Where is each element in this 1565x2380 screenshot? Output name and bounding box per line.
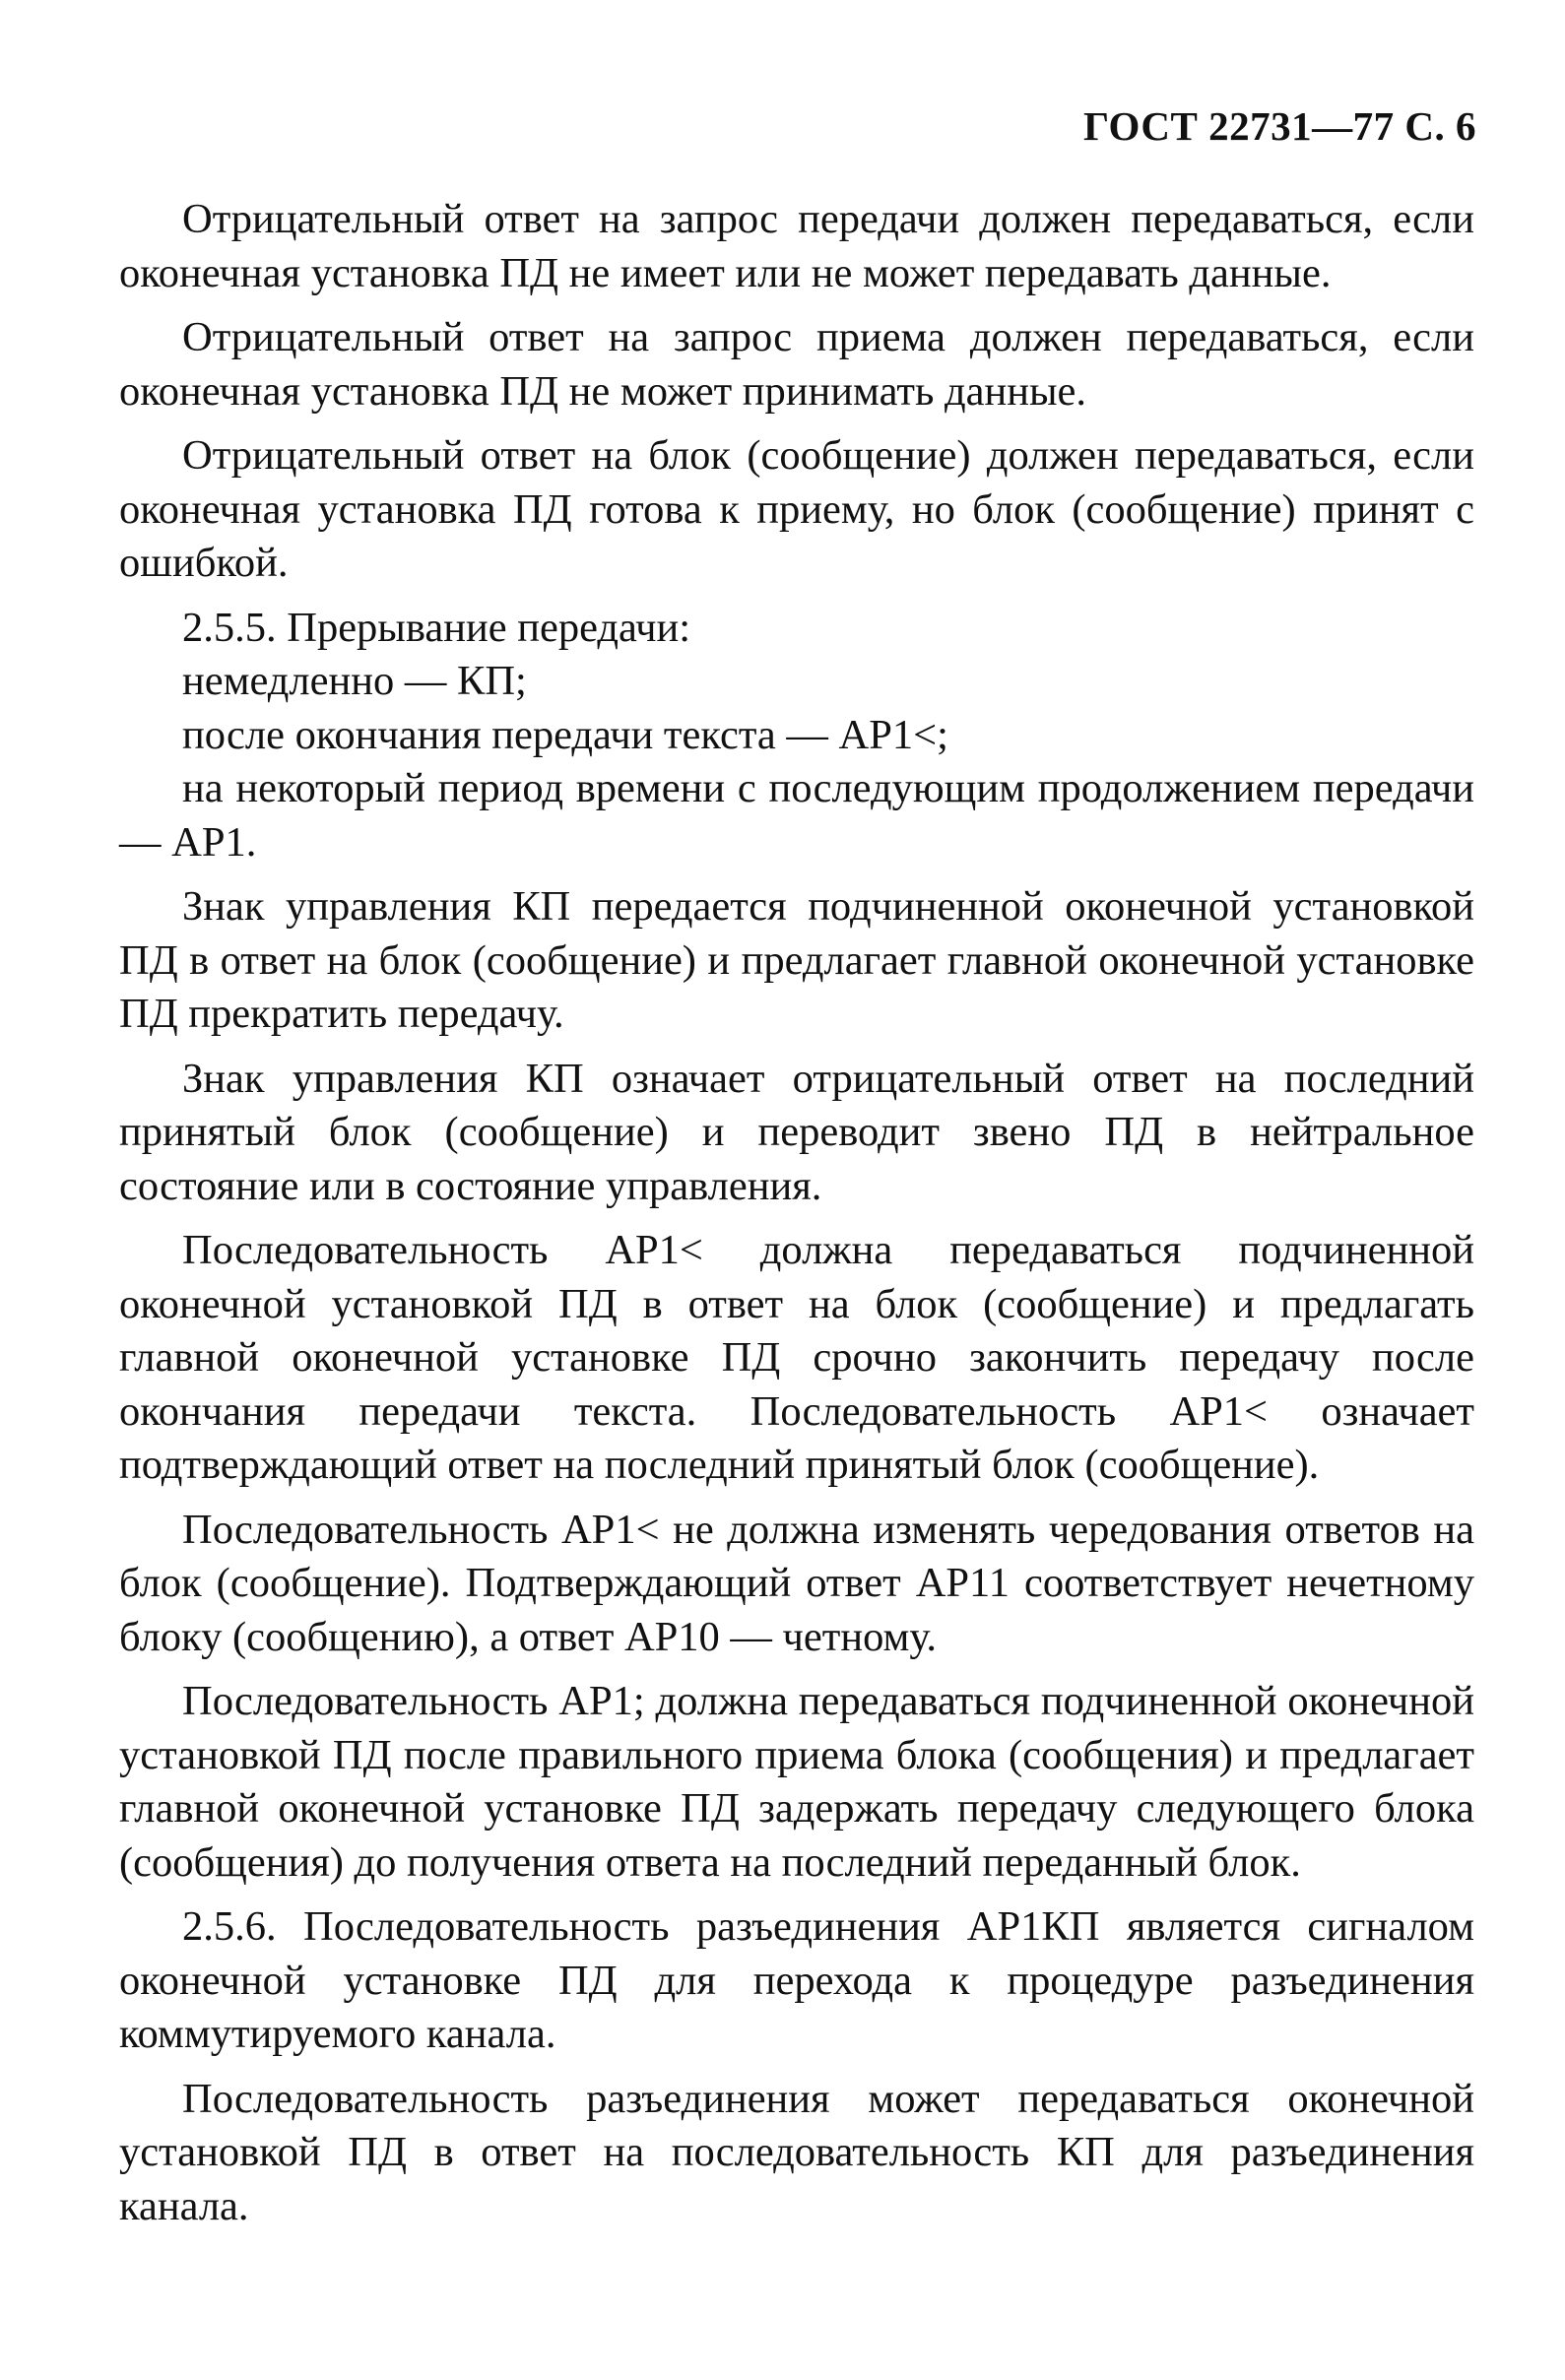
paragraph-negative-receive-request: Отрицательный ответ на запрос приема должен передаваться, если оконечная установка ПД не может принимать данные. bbox=[119, 314, 1474, 415]
paragraph-disconnect-sequence: Последовательность разъединения может передаваться оконечной установкой ПД в ответ на последовательность КП для разъединения канала. bbox=[119, 2075, 1474, 2229]
list-item-after-text: после окончания передачи текста — АР1<; bbox=[182, 711, 948, 758]
document-body bbox=[119, 193, 1474, 2244]
paragraph-negative-transmit-request: Отрицательный ответ на запрос передачи должен передаваться, если оконечная установка ПД не имеет или не может передавать данные. bbox=[119, 196, 1474, 296]
paragraph-ap1-less-sent: Последовательность АР1< должна передаваться подчиненной оконечной установкой ПД в ответ на блок (сообщение) и предлагать главной оконечной установке ПД срочно закончить передачу после окончания передачи текста. Последовательность АР1< означает подтверждающий ответ на последний принятый блок (сообщение). bbox=[119, 1227, 1474, 1488]
paragraph-negative-block-reply: Отрицательный ответ на блок (сообщение) должен передаваться, если оконечная установка ПД готова к приему, но блок (сообщение) принят с ошибкой. bbox=[119, 432, 1474, 586]
paragraph-kp-sent: Знак управления КП передается подчиненной оконечной установкой ПД в ответ на блок (сообщение) и предлагает главной оконечной установке ПД прекратить передачу. bbox=[119, 883, 1474, 1037]
list-item-immediately: немедленно — КП; bbox=[182, 658, 527, 704]
paragraph-ap1-less-alternation: Последовательность АР1< не должна изменять чередования ответов на блок (сообщение). Подтверждающий ответ АР11 соответствует нечетному блоку (сообщению), а ответ АР10 — четному. bbox=[119, 1506, 1474, 1660]
paragraph-section-2-5-6: 2.5.6. Последовательность разъединения АР1КП является сигналом оконечной установке ПД для перехода к процедуре разъединения коммутируемого канала. bbox=[119, 1903, 1474, 2057]
running-header: ГОСТ 22731—77 С. 6 bbox=[1082, 103, 1476, 149]
paragraph-section-2-5-5: 2.5.5. Прерывание передачи: bbox=[182, 604, 691, 651]
paragraph-kp-means: Знак управления КП означает отрицательный ответ на последний принятый блок (сообщение) и переводит звено ПД в нейтральное состояние или в состояние управления. bbox=[119, 1055, 1474, 1209]
list-item-period-of-time: на некоторый период времени с последующим продолжением передачи — АР1. bbox=[119, 765, 1474, 866]
paragraph-ap1-semicolon: Последовательность АР1; должна передаваться подчиненной оконечной установкой ПД после правильного приема блока (сообщения) и предлагает главной оконечной установке ПД задержать передачу следующего блока (сообщения) до получения ответа на последний переданный блок. bbox=[119, 1678, 1474, 1886]
